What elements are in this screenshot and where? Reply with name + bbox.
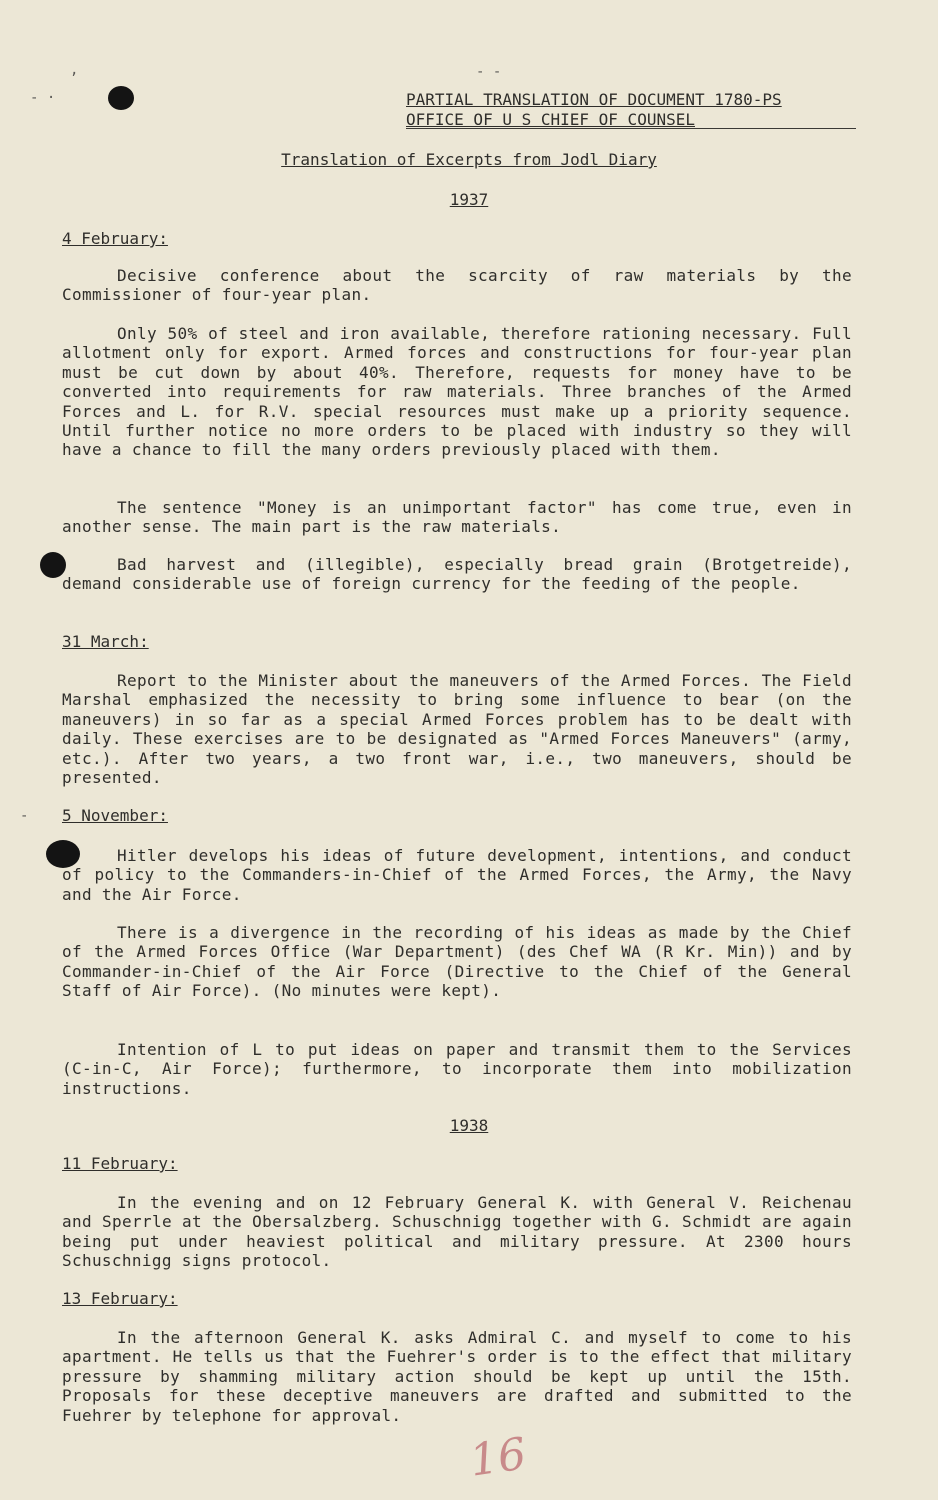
ink-blot bbox=[108, 86, 134, 110]
margin-mark: - bbox=[20, 808, 29, 824]
handwritten-page-number: 16 bbox=[466, 1428, 530, 1487]
paragraph: Intention of L to put ideas on paper and transmit them to the Services (C-in-C, Air Force); furthermore, to incorporate them into mobilization instructions. bbox=[62, 1040, 852, 1098]
date-heading-mar31: 31 March: bbox=[62, 632, 149, 651]
paragraph: Decisive conference about the scarcity of raw materials by the Commissioner of four-year plan. bbox=[62, 266, 852, 305]
margin-mark: - · bbox=[30, 90, 56, 106]
date-heading-feb11: 11 February: bbox=[62, 1154, 178, 1173]
paragraph: The sentence "Money is an unimportant factor" has come true, even in another sense. The main part is the raw materials. bbox=[62, 498, 852, 537]
year-heading-1938: 1938 bbox=[449, 1116, 489, 1135]
date-heading-feb4: 4 February: bbox=[62, 229, 168, 248]
margin-mark: - - bbox=[476, 64, 502, 80]
document-title: Translation of Excerpts from Jodl Diary bbox=[281, 150, 657, 169]
header-rule bbox=[406, 128, 856, 129]
document-header bbox=[406, 90, 782, 130]
paragraph: In the evening and on 12 February General K. with General V. Reichenau and Sperrle at the Obersalzberg. Schuschnigg together with G. Schmidt are again being put under heaviest political and military pressure. At 2300 hours Schuschnigg signs protocol. bbox=[62, 1193, 852, 1271]
margin-mark: , bbox=[70, 62, 79, 78]
year-heading-1937: 1937 bbox=[449, 190, 489, 209]
header-line-1: PARTIAL TRANSLATION OF DOCUMENT 1780-PS bbox=[406, 90, 782, 109]
paragraph: In the afternoon General K. asks Admiral C. and myself to come to his apartment. He tells us that the Fuehrer's order is to the effect that military pressure by shamming military action should be kept up until the 15th. Proposals for these deceptive maneuvers are drafted and submitted to the Fuehrer by telephone for approval. bbox=[62, 1328, 852, 1425]
paragraph: Bad harvest and (illegible), especially bread grain (Brotgetreide), demand considerable use of foreign currency for the feeding of the people. bbox=[62, 555, 852, 594]
date-heading-nov5: 5 November: bbox=[62, 806, 168, 825]
paragraph: Hitler develops his ideas of future development, intentions, and conduct of policy to the Commanders-in-Chief of the Armed Forces, the Army, the Navy and the Air Force. bbox=[62, 846, 852, 904]
paragraph: There is a divergence in the recording of his ideas as made by the Chief of the Armed Forces Office (War Department) (des Chef WA (R Kr. Min)) and by Commander-in-Chief of the Air Force (Directive to the Chief of the General Staff of Air Force). (No minutes were kept). bbox=[62, 923, 852, 1001]
date-heading-feb13: 13 February: bbox=[62, 1289, 178, 1308]
paragraph: Report to the Minister about the maneuvers of the Armed Forces. The Field Marshal emphasized the necessity to bring some influence to bear (on the maneuvers) in so far as a special Armed Forces problem has to be dealt with daily. These exercises are to be designated as "Armed Forces Maneuvers" (army, etc.). After two years, a two front war, i.e., two maneuvers, should be presented. bbox=[62, 671, 852, 788]
paragraph: Only 50% of steel and iron available, therefore rationing necessary. Full allotment only for export. Armed forces and constructions for four-year plan must be cut down by about 40%. Therefore, requests for money have to be converted into requirements for raw materials. Three branches of the Armed Forces and L. for R.V. special resources must make up a priority sequence. Until further notice no more orders to be placed with industry so they will have a chance to fill the many orders previously placed with them. bbox=[62, 324, 852, 460]
header-line-2: OFFICE OF U S CHIEF OF COUNSEL bbox=[406, 110, 695, 129]
